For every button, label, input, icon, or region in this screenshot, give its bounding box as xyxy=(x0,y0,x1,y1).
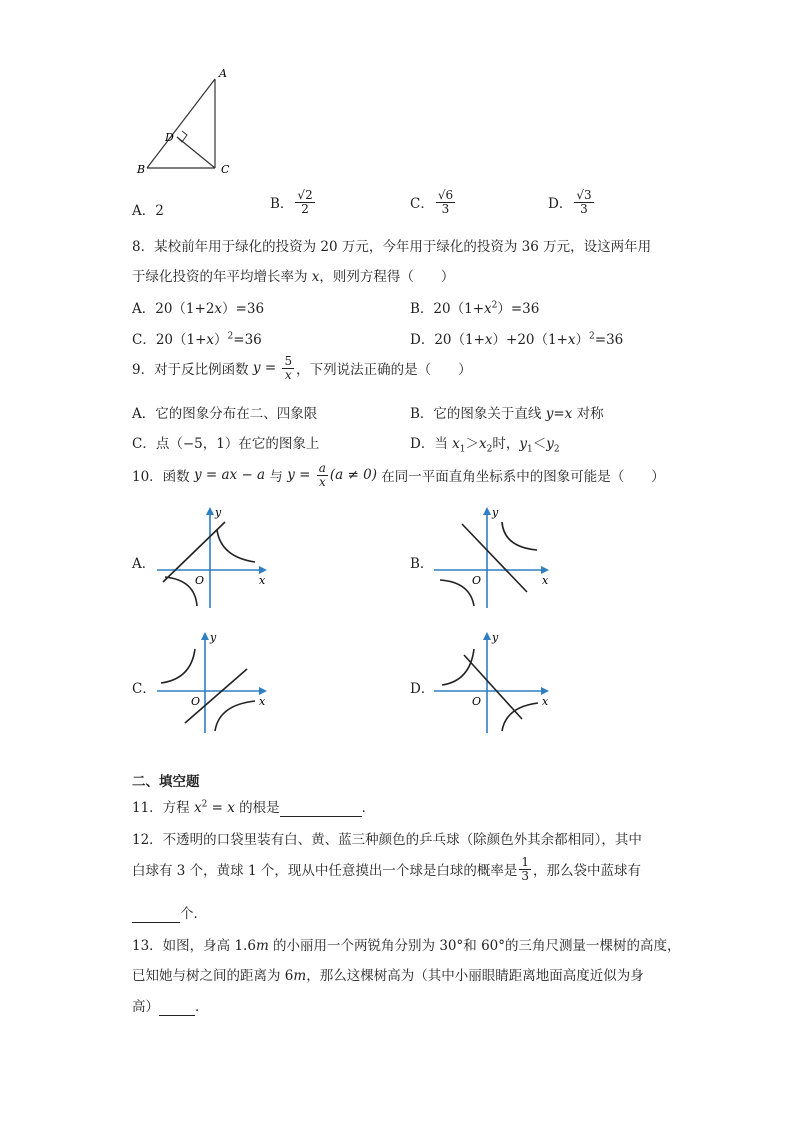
y-arrow-icon xyxy=(201,632,209,640)
q7-b-fraction: $\frac{√2}{2}$ xyxy=(297,188,313,216)
q12-line3: 个． xyxy=(132,902,207,923)
q8-option-b[interactable]: B．$20(1+x^2)=36$ xyxy=(410,300,540,317)
y-label: y xyxy=(210,631,217,644)
y-label: y xyxy=(215,506,222,519)
q10-option-d-label[interactable]: D． xyxy=(410,681,435,697)
q9-option-b[interactable]: B．它的图象关于直线 y=x 对称 xyxy=(410,406,604,422)
x-arrow-icon xyxy=(259,687,267,695)
q12-answer-blank[interactable] xyxy=(132,906,180,923)
x-arrow-icon xyxy=(541,687,549,695)
triangle-figure xyxy=(135,65,245,180)
q8-option-c[interactable]: C．$20(1+x)^2=36$ xyxy=(132,331,262,348)
q10-graph-d[interactable] xyxy=(432,627,557,737)
q11-answer-blank[interactable] xyxy=(280,800,362,817)
q12-line2: 白球有 3 个，黄球 1 个，现从中任意摸出一个球是白球的概率是 $\frac{1}{3}$ ，那么袋中蓝球有 xyxy=(132,855,641,883)
origin-label: O xyxy=(191,695,201,708)
q7-d-label: D． xyxy=(548,196,573,213)
x-arrow-icon xyxy=(541,566,549,574)
q8-option-d[interactable]: D．$20(1+x)+20(1+x)^2=36$ xyxy=(410,331,624,348)
q12-line1: 12．不透明的口袋里装有白、黄、蓝三种颜色的乒乓球（除颜色外其余都相同），其中 xyxy=(132,832,642,848)
q7-a-label: A． xyxy=(132,203,156,219)
q7-c-label: C． xyxy=(410,196,434,213)
q10-graph-b[interactable] xyxy=(432,502,557,612)
q7-option-b[interactable] xyxy=(270,189,317,215)
x-label: x xyxy=(542,695,549,708)
section-heading: 二、填空题 xyxy=(132,774,200,790)
x-label: x xyxy=(259,574,266,587)
q7-option-a[interactable] xyxy=(132,199,164,219)
y-label: y xyxy=(492,506,499,519)
side-ba xyxy=(147,79,215,168)
q10-option-b-label[interactable]: B． xyxy=(410,556,434,572)
q10-fraction: $\frac{a}{x}$ xyxy=(318,461,326,489)
y-arrow-icon xyxy=(483,632,491,640)
hyperbola-branch-2 xyxy=(442,649,474,685)
hyperbola-branch-1 xyxy=(502,522,537,550)
hyperbola-branch-3 xyxy=(165,577,197,606)
y-label: y xyxy=(492,631,499,644)
origin-label: O xyxy=(472,574,482,587)
q10-option-a-label[interactable]: A． xyxy=(132,556,156,572)
x-arrow-icon xyxy=(259,566,267,574)
q7-a-value: 2 xyxy=(155,203,164,219)
q9-option-c[interactable]: C．点（−5，1）在它的图象上 xyxy=(132,436,320,452)
linear-line xyxy=(163,522,225,582)
hyperbola-branch-1 xyxy=(217,530,255,562)
y-arrow-icon xyxy=(206,507,214,515)
q8-option-a[interactable]: A．20（1+2x）=36 xyxy=(132,301,265,317)
q10-graph-a[interactable] xyxy=(155,502,275,612)
q7-b-label: B． xyxy=(270,196,294,213)
hyperbola-branch-4 xyxy=(215,701,255,731)
q13-answer-blank[interactable] xyxy=(159,999,195,1016)
q7-d-fraction: $\frac{√3}{3}$ xyxy=(576,188,592,216)
q7-option-d[interactable] xyxy=(548,189,596,215)
linear-line xyxy=(464,655,522,719)
q8-line1: 8．某校前年用于绿化的投资为 20 万元，今年用于绿化的投资为 36 万元，设这两年用 xyxy=(132,239,652,255)
label-c: C xyxy=(221,163,230,176)
q9-option-a[interactable]: A．它的图象分布在二、四象限 xyxy=(132,406,318,422)
hyperbola-branch-3 xyxy=(440,580,474,606)
origin-label: O xyxy=(195,574,205,587)
q7-c-fraction: $\frac{√6}{3}$ xyxy=(437,188,454,216)
q13-line3: 高） ． xyxy=(132,999,209,1015)
q8-line2: 于绿化投资的年平均增长率为 x，则列方程得（ ） xyxy=(132,269,455,285)
q7-option-c[interactable] xyxy=(410,189,457,215)
q9-stem: 9．对于反比例函数 y = $\frac{5}{x}$ ，下列说法正确的是（ ） xyxy=(132,354,472,382)
q10-option-c-label[interactable]: C． xyxy=(132,681,156,697)
label-b: B xyxy=(137,163,146,176)
q9-fraction: $\frac{5}{x}$ xyxy=(284,354,293,382)
q10-stem: 10．函数 y = ax − a 与 y = $\frac{a}{x}$ (a ≠ 0) 在同一平面直角坐标系中的图象可能是（ ） xyxy=(132,461,665,489)
label-d: D xyxy=(165,131,174,144)
x-label: x xyxy=(542,574,549,587)
q11: 11．方程 $x^2 = x$ 的根是 ． xyxy=(132,799,376,816)
q13-line1: 13．如图，身高 1.6m 的小丽用一个两锐角分别为 30°和 60°的三角尺测量一棵树的高度， xyxy=(132,938,681,954)
origin-label: O xyxy=(472,695,482,708)
label-a: A xyxy=(219,67,227,80)
q10-graph-c[interactable] xyxy=(155,627,275,737)
y-arrow-icon xyxy=(483,507,491,515)
x-label: x xyxy=(259,695,266,708)
q9-option-d[interactable]: D．当 $x_1>x_2$时，$y_1<y_2$ xyxy=(410,436,560,455)
q13-line2: 已知她与树之间的距离为 6m，那么这棵树高为（其中小丽眼睛距离地面高度近似为身 xyxy=(132,968,644,984)
hyperbola-branch-2 xyxy=(161,649,195,683)
q12-fraction: $\frac{1}{3}$ xyxy=(521,855,529,883)
